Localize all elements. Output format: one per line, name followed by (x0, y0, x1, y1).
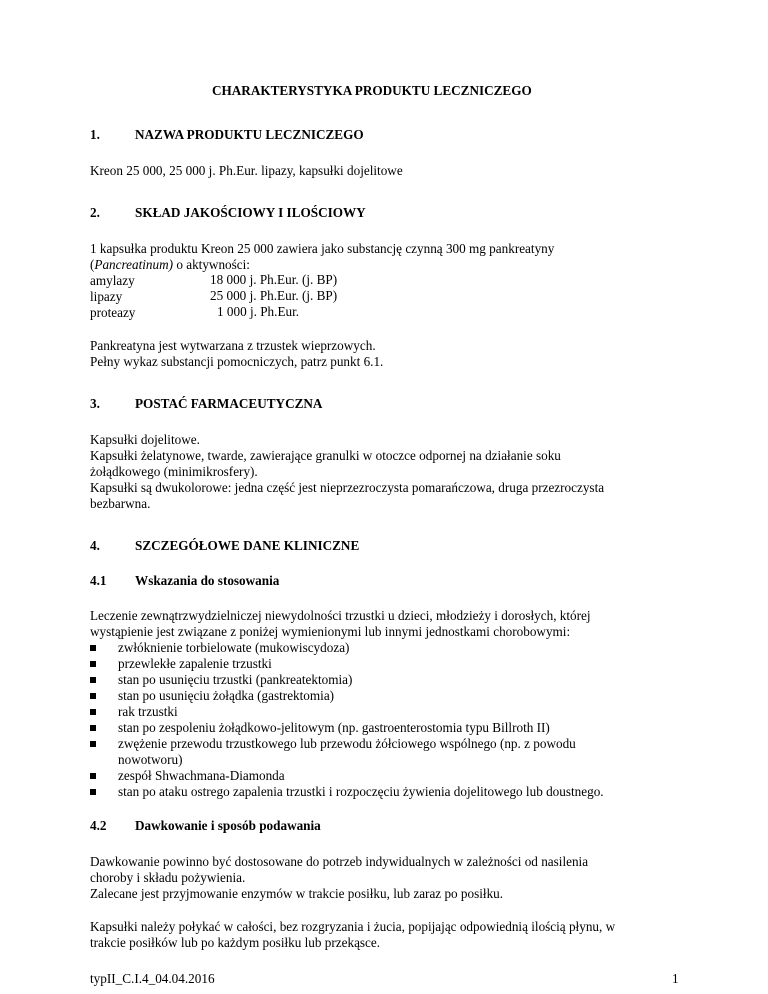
page-number: 1 (672, 971, 679, 986)
activity-value: 18 000 j. Ph.Eur. (j. BP) (210, 272, 338, 287)
list-item: zwężenie przewodu trzustkowego lub przewodu żółciowego wspólnego (np. z powodu (118, 736, 576, 751)
paren-open: ( (90, 257, 95, 272)
composition-intro-cont (90, 256, 250, 273)
dosage-text: choroby i składu pożywienia. (90, 870, 246, 885)
section-2-number: 2. (90, 205, 100, 220)
section-4-2-number: 4.2 (90, 818, 107, 833)
bullet-icon (90, 785, 98, 793)
form-line: bezbarwna. (90, 496, 151, 511)
list-item: stan po ataku ostrego zapalenia trzustki i rozpoczęciu żywienia dojelitowego lub doustnego. (118, 784, 604, 799)
section-3-number: 3. (90, 396, 100, 411)
section-4-title: SZCZEGÓŁOWE DANE KLINICZNE (135, 538, 360, 553)
activity-value: 1 000 j. Ph.Eur. (217, 304, 300, 319)
list-item: stan po usunięciu żołądka (gastrektomia) (118, 688, 335, 703)
list-item: zwłóknienie torbielowate (mukowiscydoza) (118, 640, 350, 655)
form-line: Kapsułki żelatynowe, twarde, zawierające granulki w otoczce odpornej na działanie soku (90, 448, 561, 463)
list-item: stan po zespoleniu żołądkowo-jelitowym (np. gastroenterostomia typu Billroth II) (118, 720, 550, 735)
activity-value: 25 000 j. Ph.Eur. (j. BP) (210, 288, 338, 303)
indications-text: wystąpienie jest związane z poniżej wymienionymi lub innymi jednostkami chorobowymi: (90, 624, 571, 639)
dosage-text: Kapsułki należy połykać w całości, bez rozgryzania i żucia, popijając odpowiednią ilością płynu, w (90, 919, 616, 934)
bullet-icon (90, 705, 98, 713)
activity-name: lipazy (90, 289, 123, 304)
bullet-icon (90, 769, 98, 777)
activity-label: o aktywności: (173, 257, 250, 272)
bullet-icon (90, 689, 98, 697)
section-2-title: SKŁAD JAKOŚCIOWY I ILOŚCIOWY (135, 205, 366, 220)
composition-intro: 1 kapsułka produktu Kreon 25 000 zawiera jako substancję czynną 300 mg pankreatyny (90, 241, 555, 256)
indications-text: Leczenie zewnątrzwydzielniczej niewydolności trzustki u dzieci, młodzieży i dorosłych, której (90, 608, 591, 623)
dosage-text: Dawkowanie powinno być dostosowane do potrzeb indywidualnych w zależności od nasilenia (90, 854, 589, 869)
list-item-continuation: nowotworu) (118, 752, 183, 767)
form-line: Kapsułki dojelitowe. (90, 432, 200, 447)
section-4-number: 4. (90, 538, 100, 553)
list-item: zespół Shwachmana-Diamonda (118, 768, 285, 783)
source-note: Pankreatyna jest wytwarzana z trzustek wieprzowych. (90, 338, 376, 353)
list-item: stan po usunięciu trzustki (pankreatektomia) (118, 672, 353, 687)
form-line: Kapsułki są dwukolorowe: jedna część jest nieprzezroczysta pomarańczowa, druga przezroczysta (90, 480, 605, 495)
section-4-1-number: 4.1 (90, 573, 107, 588)
footer-code: typII_C.I.4_04.04.2016 (90, 971, 215, 986)
activity-name: amylazy (90, 273, 135, 288)
activity-name: proteazy (90, 305, 136, 320)
document-title: CHARAKTERYSTYKA PRODUKTU LECZNICZEGO (212, 83, 532, 98)
product-name-text: Kreon 25 000, 25 000 j. Ph.Eur. lipazy, kapsułki dojelitowe (90, 163, 403, 178)
list-item: przewlekłe zapalenie trzustki (118, 656, 272, 671)
section-1-number: 1. (90, 127, 100, 142)
bullet-icon (90, 641, 98, 649)
section-4-1-title: Wskazania do stosowania (135, 573, 280, 588)
dosage-text: trakcie posiłków lub po każdym posiłku lub przekąsce. (90, 935, 381, 950)
bullet-icon (90, 737, 98, 745)
latin-name: Pancreatinum) (94, 257, 174, 272)
list-item: rak trzustki (118, 704, 178, 719)
bullet-icon (90, 673, 98, 681)
bullet-icon (90, 657, 98, 665)
form-line: żołądkowego (minimikrosfery). (90, 464, 258, 479)
section-3-title: POSTAĆ FARMACEUTYCZNA (135, 396, 323, 411)
dosage-text: Zalecane jest przyjmowanie enzymów w trakcie posiłku, lub zaraz po posiłku. (90, 886, 504, 901)
section-4-2-title: Dawkowanie i sposób podawania (135, 818, 321, 833)
excipients-note: Pełny wykaz substancji pomocniczych, patrz punkt 6.1. (90, 354, 384, 369)
bullet-icon (90, 721, 98, 729)
section-1-title: NAZWA PRODUKTU LECZNICZEGO (135, 127, 364, 142)
